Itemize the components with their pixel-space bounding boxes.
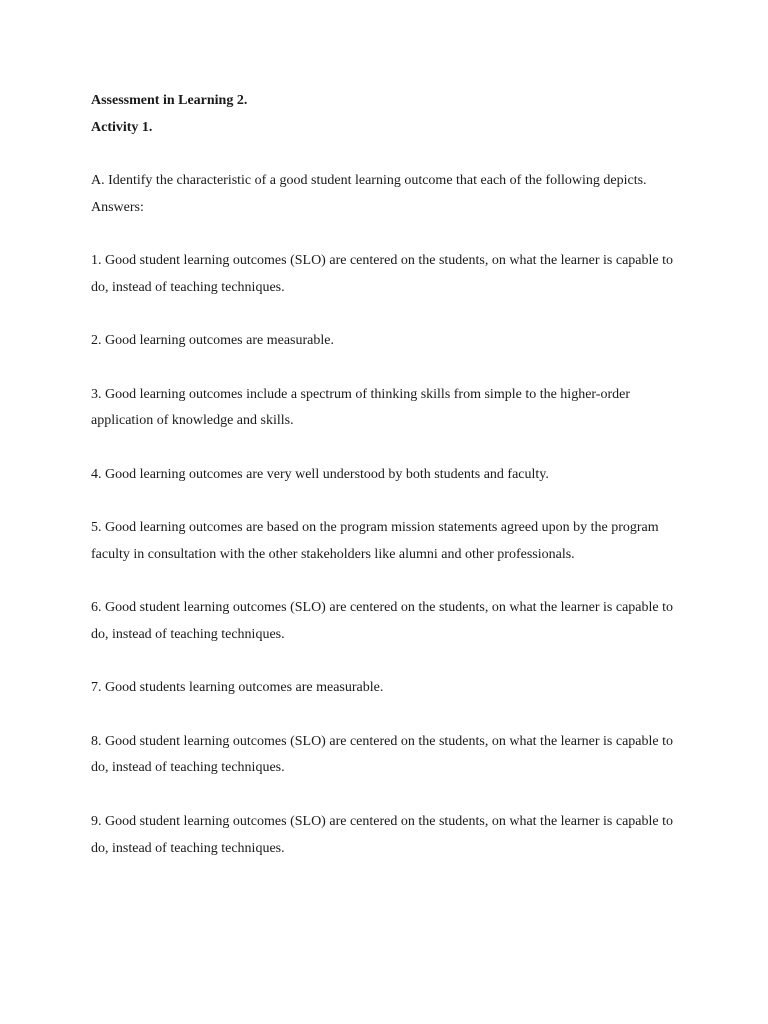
answer-item-4: 4. Good learning outcomes are very well understood by both students and faculty. [91,466,549,482]
answer-item-9: 9. Good student learning outcomes (SLO) are centered on the students, on what the learner is capable to do, instead of teaching techniques. [91,813,673,856]
answer-item-7: 7. Good students learning outcomes are measurable. [91,680,384,696]
spacer [91,488,691,515]
spacer [91,355,691,382]
answer-item-3: 3. Good learning outcomes include a spectrum of thinking skills from simple to the higher-order application of knowledge and skills. [91,386,630,429]
spacer [91,302,691,329]
document-title: Assessment in Learning 2. [91,93,248,108]
spacer [91,782,691,809]
spacer [91,649,691,676]
answers-label: Answers: [91,199,144,215]
spacer [91,141,691,168]
answer-item-8: 8. Good student learning outcomes (SLO) are centered on the students, on what the learner is capable to do, instead of teaching techniques. [91,733,673,776]
answer-item-1: 1. Good student learning outcomes (SLO) are centered on the students, on what the learner is capable to do, instead of teaching techniques. [91,253,673,295]
answer-item-2: 2. Good learning outcomes are measurable. [91,333,334,349]
spacer [91,569,691,596]
spacer [91,435,691,462]
document-body [91,88,691,862]
spacer [91,222,691,249]
activity-heading: Activity 1. [91,119,153,135]
instruction-text: A. Identify the characteristic of a good student learning outcome that each of the following depicts. [91,173,647,189]
answer-item-6: 6. Good student learning outcomes (SLO) are centered on the students, on what the learner is capable to do, instead of teaching techniques. [91,600,673,642]
answer-item-5: 5. Good learning outcomes are based on the program mission statements agreed upon by the program faculty in consultation with the other stakeholders like alumni and other professionals. [91,520,659,562]
spacer [91,702,691,729]
